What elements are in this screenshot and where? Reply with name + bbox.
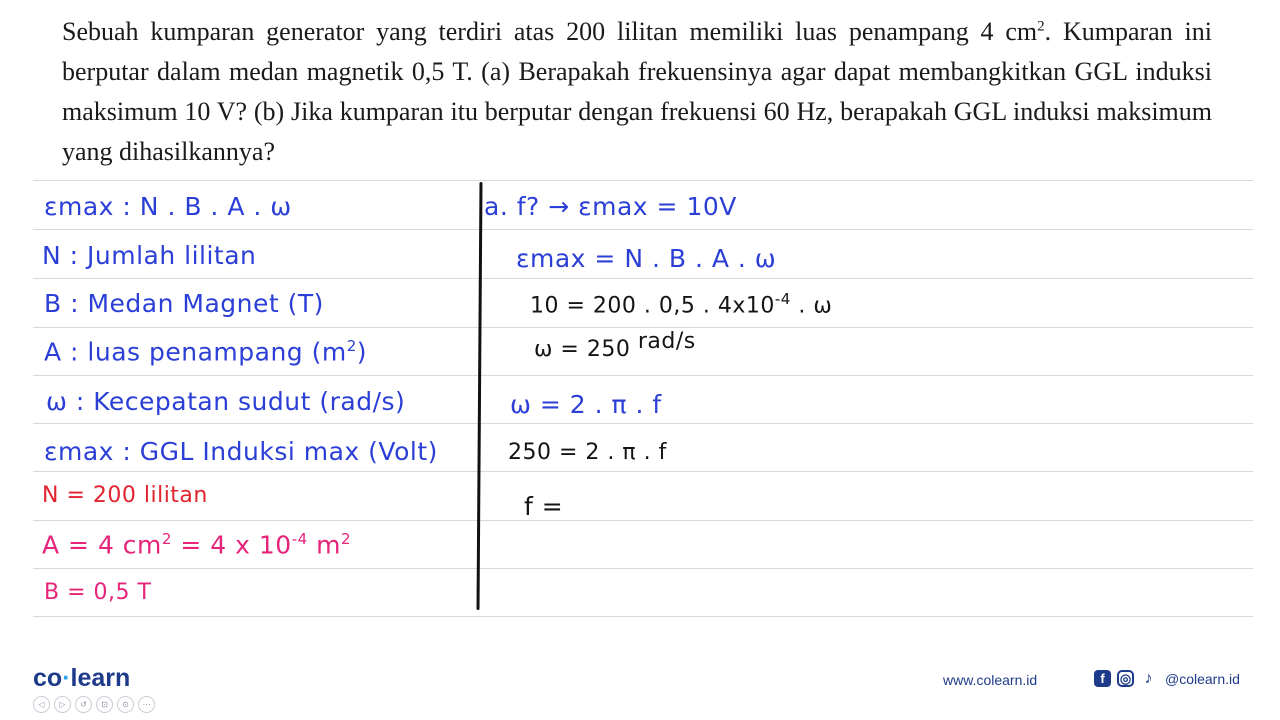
formula-emax: εmax : N . B . A . ω: [44, 192, 292, 221]
question-superscript: 2: [1037, 18, 1045, 35]
step-omega-value: ω = 250: [534, 337, 638, 362]
logo-dot: ·: [62, 664, 71, 692]
notebook-line: [33, 471, 1253, 472]
notebook-line: [33, 278, 1253, 279]
question-part-1: Sebuah kumparan generator yang terdiri atas 200 lilitan memiliki luas penampang 4 cm: [62, 17, 1038, 46]
step-omega-substitution: 250 = 2 . π . f: [508, 440, 667, 465]
notebook-line: [33, 375, 1253, 376]
definition-emax: εmax : GGL Induksi max (Volt): [44, 437, 438, 466]
step-omega-unit: rad/s: [637, 329, 696, 354]
given-n: N = 200 lilitan: [42, 483, 208, 508]
logo-co: co: [33, 664, 63, 692]
question-text: [62, 12, 1212, 172]
website-link[interactable]: www.colearn.id: [943, 672, 1038, 688]
more-icon[interactable]: ⋯: [138, 696, 155, 713]
step-substitution-end: . ω: [790, 293, 833, 319]
prev-icon[interactable]: ◁: [33, 696, 50, 713]
replay-icon[interactable]: ↺: [75, 696, 92, 713]
notebook-line: [33, 180, 1253, 181]
definition-a-text: A : luas penampang (m: [44, 337, 347, 367]
step-frequency: f =: [524, 492, 564, 521]
definition-omega: ω : Kecepatan sudut (rad/s): [46, 387, 406, 416]
next-icon[interactable]: ▷: [54, 696, 71, 713]
notebook-line: [33, 616, 1253, 617]
social-links: [1094, 670, 1240, 687]
question-part-2: . Kumparan ini berputar dalam medan magnetik 0,5 T. (a) Berapakah frekuensinya agar dapat membangkitkan GGL induksi maksimum 10 V? (b) Jika kumparan itu berputar dengan frekuensi 60 Hz, berapakah GGL induksi maksimum yang dihasilkannya?: [62, 17, 1213, 166]
tiktok-icon[interactable]: ♪: [1144, 669, 1153, 687]
notebook-line: [33, 423, 1253, 424]
definition-a-end: ): [356, 337, 368, 367]
definition-b: B : Medan Magnet (T): [44, 289, 324, 318]
definition-a-sup: 2: [346, 337, 357, 355]
notebook-line: [33, 568, 1253, 569]
given-a-sup2: -4: [291, 530, 308, 548]
zoom-icon[interactable]: ⊙: [117, 696, 134, 713]
instagram-icon[interactable]: ◎: [1117, 670, 1134, 687]
logo-learn: learn: [70, 664, 131, 692]
step-question-a: a. f? → εmax = 10V: [484, 192, 737, 221]
step-formula: εmax = N . B . A . ω: [516, 244, 777, 273]
given-a-sup: 2: [161, 530, 172, 548]
column-divider: [477, 182, 483, 610]
definition-a: [44, 337, 367, 366]
definition-n: N : Jumlah lilitan: [42, 241, 257, 270]
step-substitution: [530, 290, 832, 318]
given-b: B = 0,5 T: [44, 580, 152, 605]
given-a-text: A = 4 cm: [42, 530, 162, 560]
given-a: [42, 530, 351, 559]
given-a-sup3: 2: [340, 530, 352, 548]
step-substitution-text: 10 = 200 . 0,5 . 4x10: [530, 293, 775, 319]
facebook-icon[interactable]: f: [1094, 670, 1111, 687]
step-substitution-sup: -4: [774, 290, 791, 308]
player-controls: [33, 696, 155, 713]
notebook-line: [33, 327, 1253, 328]
given-a-mid: = 4 x 10: [171, 530, 292, 560]
step-omega-formula: ω = 2 . π . f: [510, 390, 662, 419]
fullscreen-icon[interactable]: ⊡: [96, 696, 113, 713]
given-a-end: m: [307, 530, 341, 560]
notebook-line: [33, 229, 1253, 230]
step-omega-result: [534, 329, 696, 362]
colearn-logo: [33, 664, 130, 693]
notebook-line: [33, 520, 1253, 521]
social-handle[interactable]: @colearn.id: [1165, 670, 1240, 687]
